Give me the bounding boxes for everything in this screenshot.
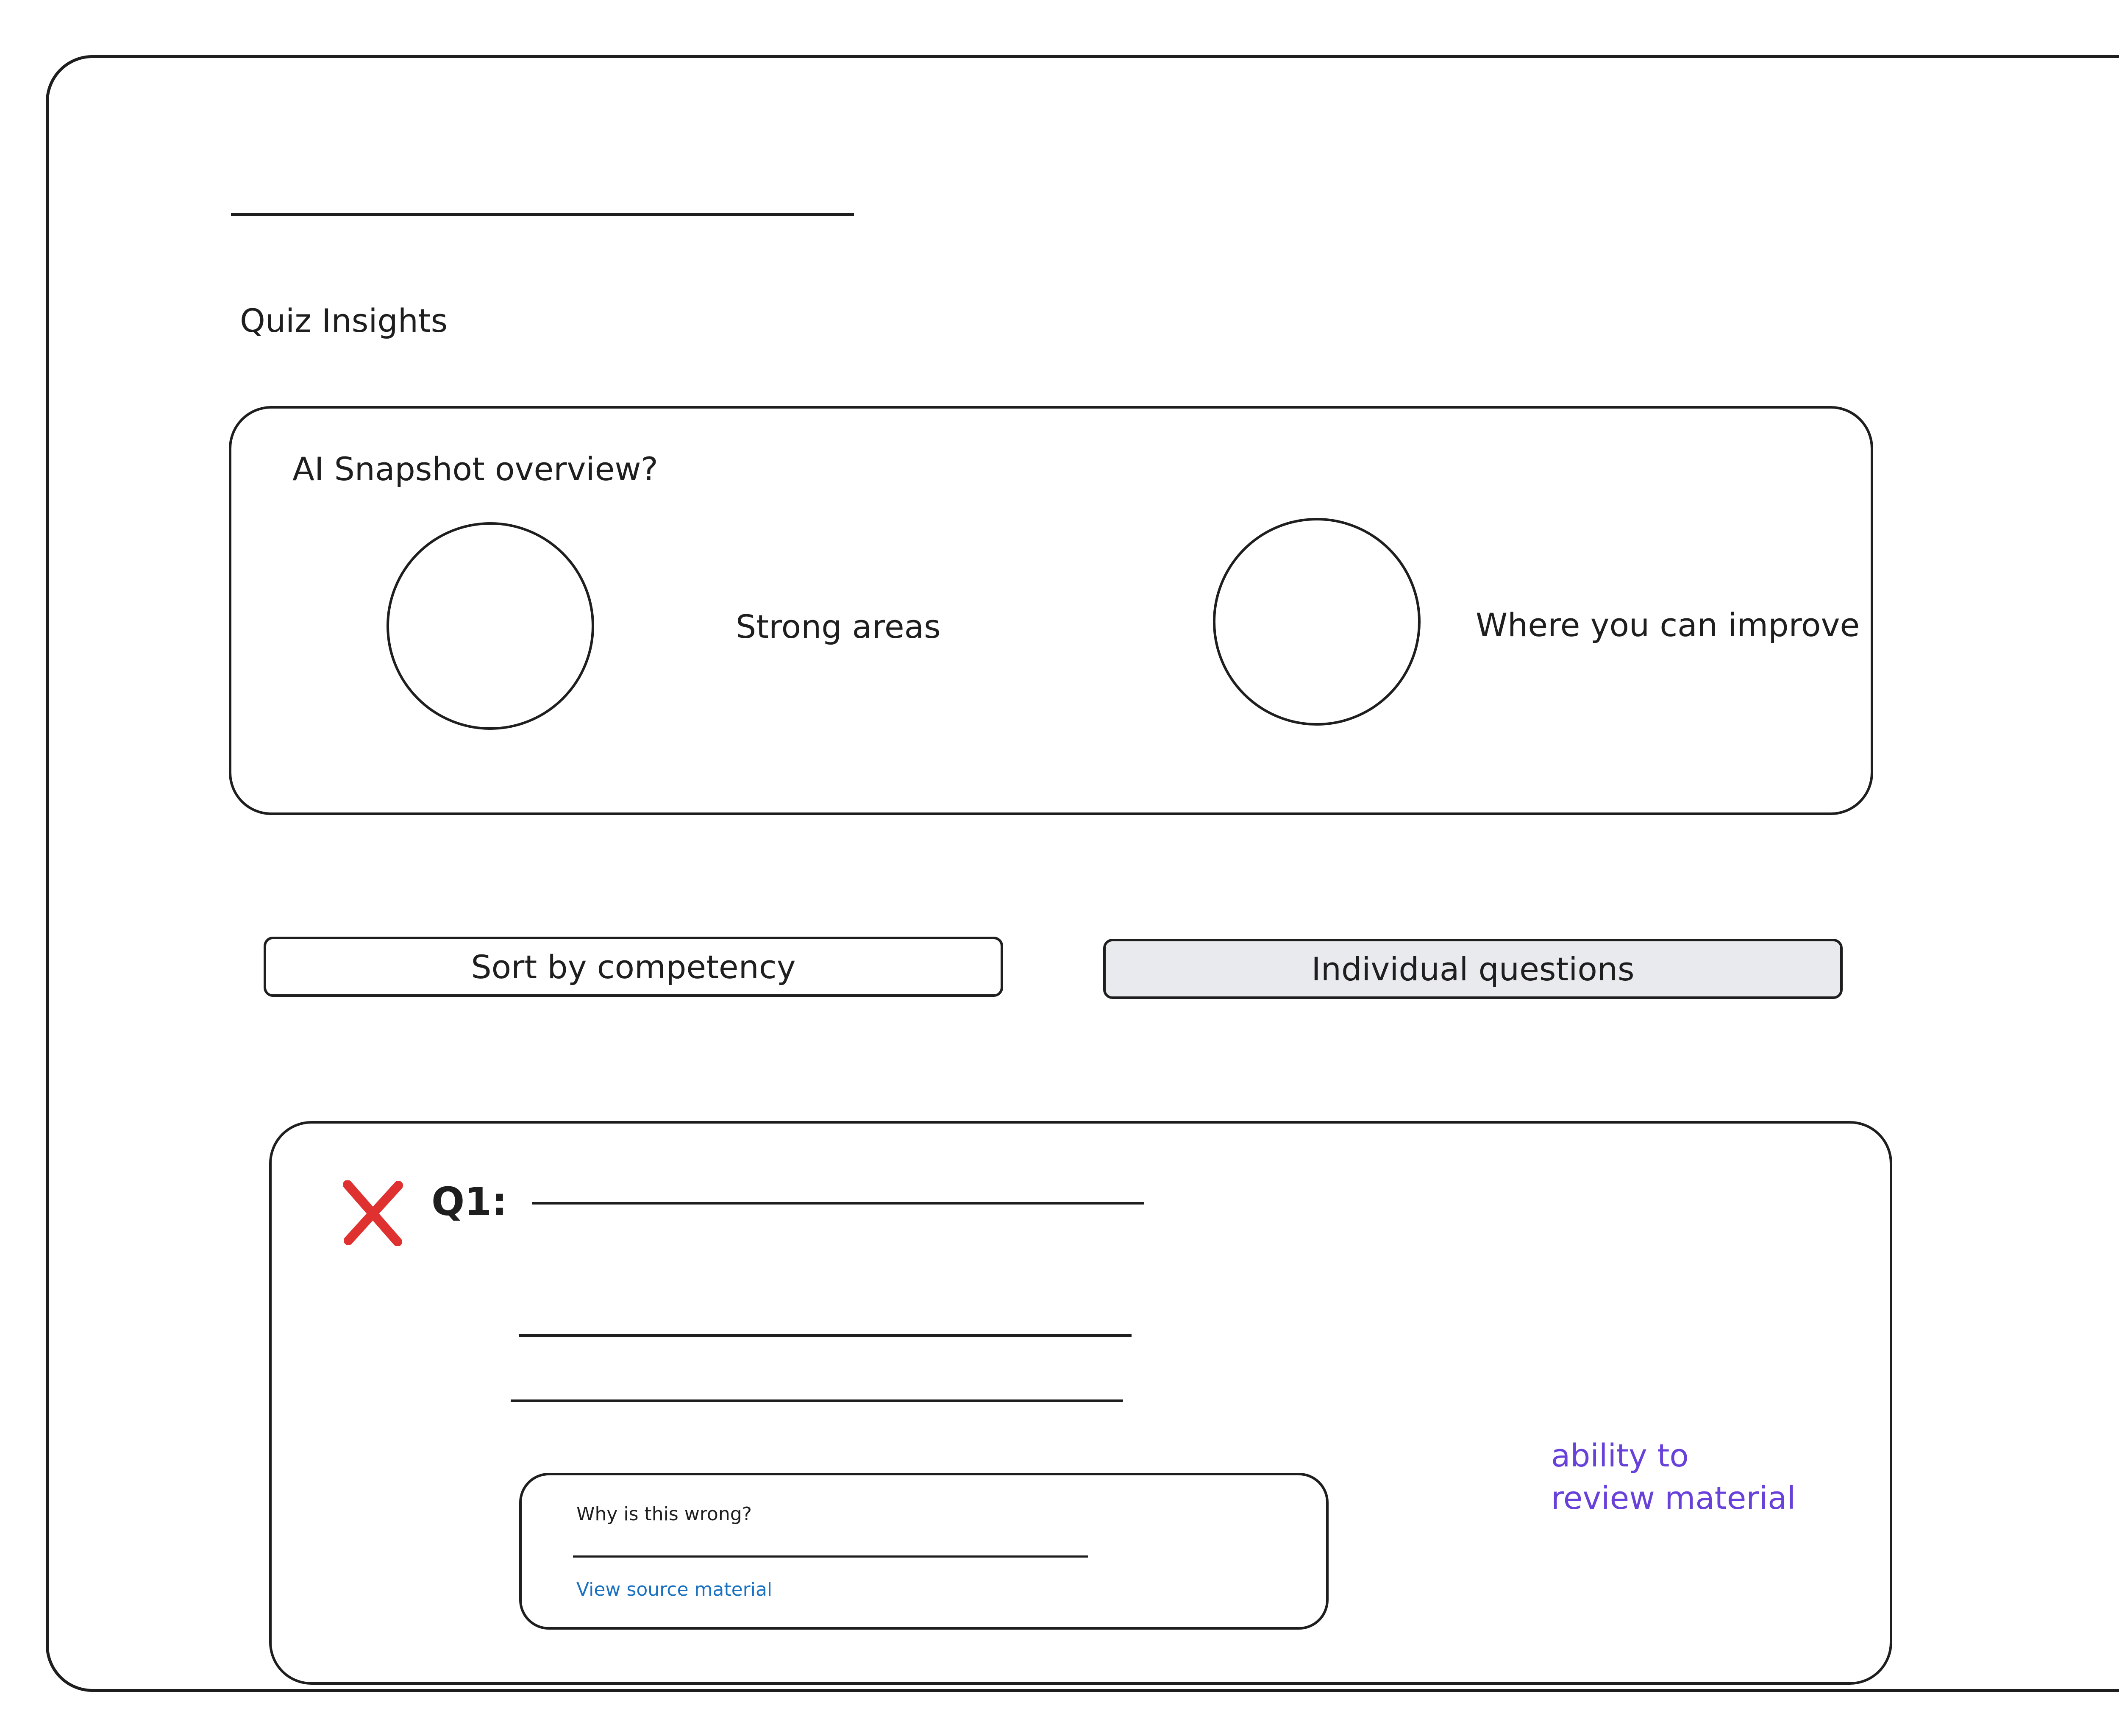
incorrect-x-icon — [342, 1180, 404, 1246]
question-text-placeholder — [532, 1202, 1144, 1205]
page-title: Quiz Insights — [240, 302, 448, 339]
explanation-box — [519, 1473, 1329, 1630]
improve-areas-label: Where you can improve — [1476, 606, 1860, 644]
sort-by-competency-button[interactable]: Sort by competency — [264, 937, 1003, 997]
answer-placeholder-line — [519, 1334, 1132, 1337]
strong-areas-chart — [387, 522, 594, 730]
explanation-title: Why is this wrong? — [576, 1503, 752, 1525]
annotation-line: ability to — [1551, 1438, 1689, 1474]
explanation-placeholder-line — [573, 1555, 1088, 1558]
view-source-material-link[interactable]: View source material — [576, 1579, 773, 1600]
header-placeholder-line — [231, 213, 854, 216]
strong-areas-label: Strong areas — [736, 608, 941, 645]
overview-title: AI Snapshot overview? — [292, 450, 658, 488]
individual-questions-button[interactable]: Individual questions — [1103, 939, 1843, 999]
improve-areas-chart — [1213, 518, 1421, 726]
annotation-line: review material — [1551, 1480, 1796, 1516]
annotation-note — [1551, 1435, 1796, 1519]
answer-placeholder-line — [511, 1399, 1123, 1402]
question-label: Q1: — [431, 1179, 508, 1224]
